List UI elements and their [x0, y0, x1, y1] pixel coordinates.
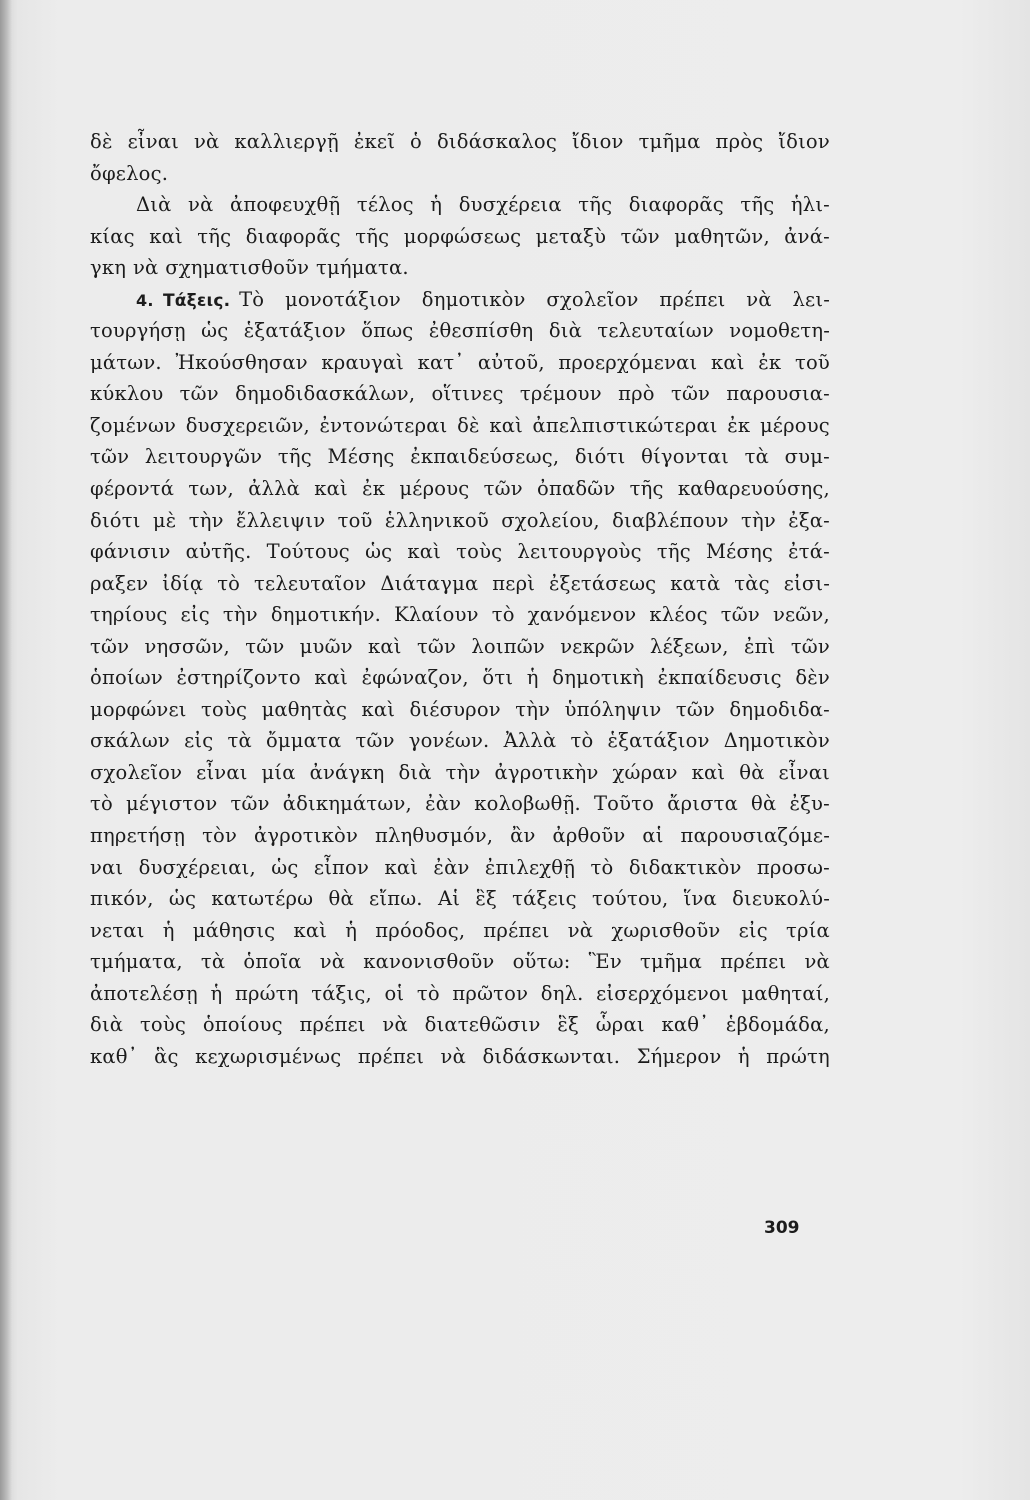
text-line: πικόν, ὡς κατωτέρω θὰ εἴπω. Αἱ ἓξ τάξεις τούτου, ἵνα διευκολύ- [90, 887, 830, 911]
text-line: τῶν νησσῶν, τῶν μυῶν καὶ τῶν λοιπῶν νεκρῶν λέξεων, ἐπὶ τῶν [90, 634, 830, 658]
page-number: 309 [764, 1218, 800, 1238]
text-line: φέροντά των, ἀλλὰ καὶ ἐκ μέρους τῶν ὀπαδῶν τῆς καθαρευούσης, [90, 477, 830, 501]
text-line: κίας καὶ τῆς διαφορᾶς τῆς μορφώσεως μεταξὺ τῶν μαθητῶν, ἀνά- [90, 224, 830, 248]
text-line: σκάλων εἰς τὰ ὄμματα τῶν γονέων. Ἀλλὰ τὸ ἑξατάξιον Δημοτικὸν [90, 729, 830, 753]
text-line: διὰ τοὺς ὁποίους πρέπει νὰ διατεθῶσιν ἓξ ὧραι καθ᾽ ἑβδομάδα, [90, 1013, 830, 1037]
page-edge-shadow [0, 0, 12, 1500]
text-line: μορφώνει τοὺς μαθητὰς καὶ διέσυρον τὴν ὑπόληψιν τῶν δημοδιδα- [90, 697, 830, 721]
text-line: σχολεῖον εἶναι μία ἀνάγκη διὰ τὴν ἀγροτικὴν χώραν καὶ θὰ εἶναι [90, 760, 830, 784]
text-line: ναι δυσχέρειαι, ὡς εἶπον καὶ ἐὰν ἐπιλεχθῇ τὸ διδακτικὸν προσω- [90, 855, 830, 879]
text-line: τμήματα, τὰ ὁποῖα νὰ κανονισθοῦν οὕτω: Ἓν τμῆμα πρέπει νὰ [90, 950, 830, 974]
text-line: ζομένων δυσχερειῶν, ἐντονώτεραι δὲ καὶ ἀπελπιστικώτεραι ἐκ μέρους [90, 413, 830, 437]
text-line: γκη νὰ σχηματισθοῦν τμήματα. [90, 256, 409, 280]
text-line: μάτων. Ἠκούσθησαν κραυγαὶ κατ᾽ αὐτοῦ, προερχόμεναι καὶ ἐκ τοῦ [90, 350, 830, 374]
body-text [90, 126, 830, 1072]
text-line: Τὸ μονοτάξιον δημοτικὸν σχολεῖον πρέπει νὰ λει- [239, 287, 830, 311]
text-line: ραξεν ἰδίᾳ τὸ τελευταῖον Διάταγμα περὶ ἐξετάσεως κατὰ τὰς εἰσι- [90, 571, 830, 595]
text-line: δὲ εἶναι νὰ καλλιεργῇ ἐκεῖ ὁ διδάσκαλος ἴδιον τμῆμα πρὸς ἴδιον [90, 130, 830, 153]
text-line: φάνισιν αὐτῆς. Τούτους ὡς καὶ τοὺς λειτουργοὺς τῆς Μέσης ἐτά- [90, 540, 830, 564]
text-line: τὸ μέγιστον τῶν ἀδικημάτων, ἐὰν κολοβωθῇ. Τοῦτο ἄριστα θὰ ἐξυ- [90, 792, 830, 816]
text-line: πηρετήσῃ τὸν ἀγροτικὸν πληθυσμόν, ἂν ἀρθοῦν αἱ παρουσιαζόμε- [90, 824, 830, 848]
text-line: νεται ἡ μάθησις καὶ ἡ πρόοδος, πρέπει νὰ χωρισθοῦν εἰς τρία [90, 918, 830, 942]
text-line: καθ᾽ ἃς κεχωρισμένως πρέπει νὰ διδάσκωνται. Σήμερον ἡ πρώτη [90, 1044, 830, 1068]
text-line: τουργήσῃ ὡς ἑξατάξιον ὅπως ἐθεσπίσθη διὰ τελευταίων νομοθετη- [90, 319, 830, 343]
section-number: 4. [136, 290, 154, 310]
text-line: ὁποίων ἐστηρίζοντο καὶ ἐφώναζον, ὅτι ἡ δημοτικὴ ἐκπαίδευσις δὲν [90, 666, 830, 690]
section-heading: Τάξεις. [162, 290, 231, 311]
text-line: διότι μὲ τὴν ἔλλειψιν τοῦ ἑλληνικοῦ σχολείου, διαβλέπουν τὴν ἐξα- [90, 508, 830, 532]
text-line: Διὰ νὰ ἀποφευχθῇ τέλος ἡ δυσχέρεια τῆς διαφορᾶς τῆς ἡλι- [136, 193, 830, 217]
text-line: τῶν λειτουργῶν τῆς Μέσης ἐκπαιδεύσεως, διότι θίγονται τὰ συμ- [90, 445, 830, 469]
section-heading-line [90, 284, 830, 316]
text-line: ὄφελος. [90, 161, 169, 185]
text-line: τηρίους εἰς τὴν δημοτικήν. Κλαίουν τὸ χανόμενον κλέος τῶν νεῶν, [90, 603, 830, 627]
text-line: κύκλου τῶν δημοδιδασκάλων, οἵτινες τρέμουν πρὸ τῶν παρουσια- [90, 382, 830, 406]
text-line: ἀποτελέσῃ ἡ πρώτη τάξις, οἱ τὸ πρῶτον δηλ. εἰσερχόμενοι μαθηταί, [90, 981, 830, 1005]
